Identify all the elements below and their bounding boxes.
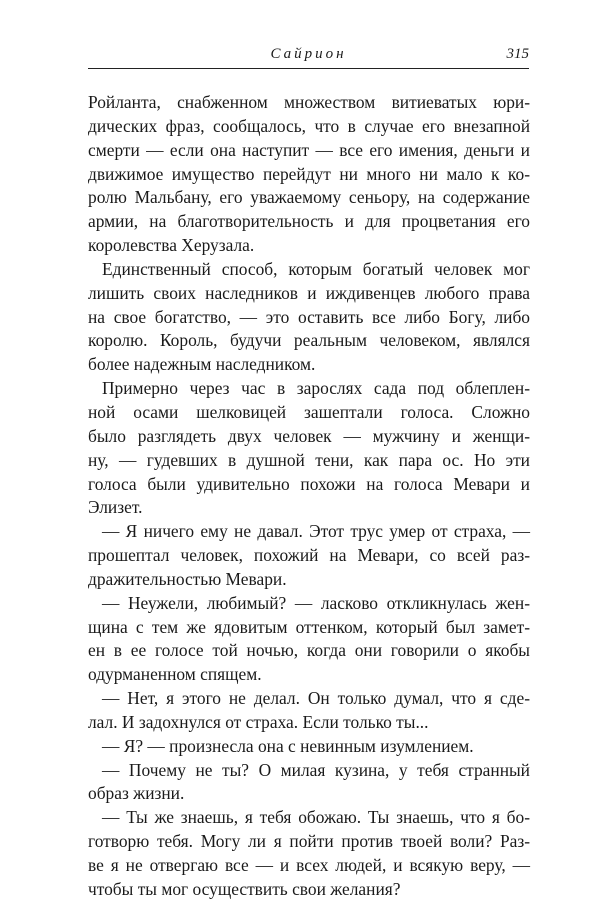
text-line: Ройланта, снабженном множеством витиеватых юри- — [88, 92, 530, 112]
text-line: — Неужели, любимый? — ласково откликнулась жен- — [102, 592, 530, 613]
text-line: — Я ничего ему не давал. Этот трус умер от страха, — — [102, 521, 530, 542]
text-line: щина с тем же ядовитым оттенком, который был замет- — [88, 616, 530, 637]
text-line: образ жизни. — [88, 783, 185, 804]
text-line: Единственный способ, которым богатый человек мог — [102, 258, 530, 279]
text-line: более надежным наследником. — [88, 354, 316, 375]
text-line: готворю тебя. Могу ли я пойти против твоей воли? Раз- — [88, 831, 530, 852]
text-line: королевства Херузала. — [88, 235, 255, 256]
text-line: королю. Король, будучи реальным человеком, являлся — [88, 330, 530, 351]
text-line: движимое имущество перейдут ни много ни мало к ко- — [88, 163, 530, 184]
text-line: армии, на благотворительность и для процветания его — [88, 211, 530, 232]
text-line: Элизет. — [88, 497, 143, 518]
text-line: голоса были удивительно похожи на голоса Мевари и — [88, 473, 530, 494]
text-line: ролю Мальбану, его уважаемому сеньору, на содержание — [88, 187, 530, 208]
text-line: лал. И задохнулся от страха. Если только ты... — [88, 711, 429, 732]
body-text — [88, 91, 530, 902]
text-line: — Почему не ты? О милая кузина, у тебя странный — [102, 759, 530, 780]
running-title: Сайрион — [270, 46, 347, 62]
text-line: — Ты же знаешь, я тебя обожаю. Ты знаешь, что я бо- — [102, 807, 530, 828]
text-line: смерти — если она наступит — все его имения, деньги и — [88, 139, 530, 160]
text-line: ну, — гудевших в душной тени, как пара ос. Но эти — [88, 449, 530, 470]
text-line: на свое богатство, — это оставить все либо Богу, либо — [88, 306, 530, 327]
text-line: — Нет, я этого не делал. Он только думал, что я сде- — [102, 688, 530, 709]
page-number: 315 — [506, 46, 529, 62]
text-line: прошептал человек, похожий на Мевари, со всей раз- — [88, 545, 530, 566]
running-header — [88, 44, 529, 69]
text-line: дических фраз, сообщалось, что в случае его внезапной — [88, 115, 530, 136]
text-line: Примерно через час в зарослях сада под облеплен- — [102, 378, 530, 399]
text-line: ной осами шелковицей зашептали голоса. Сложно — [88, 401, 530, 422]
text-line: чтобы ты мог осуществить свои желания? — [88, 878, 401, 899]
text-line: — Я? — произнесла она с невинным изумлением. — [102, 735, 474, 756]
text-line: одурманенном спящем. — [88, 664, 262, 685]
text-line: было разглядеть двух человек — мужчину и женщи- — [88, 425, 530, 446]
text-line: дражительностью Мевари. — [88, 568, 287, 589]
text-line: лишить своих наследников и иждивенцев любого права — [88, 282, 530, 303]
text-line: ен в ее голосе той ночью, когда они говорили о якобы — [88, 640, 530, 661]
text-line: ве я не отвергаю все — и всех людей, и всякую веру, — — [88, 855, 530, 875]
